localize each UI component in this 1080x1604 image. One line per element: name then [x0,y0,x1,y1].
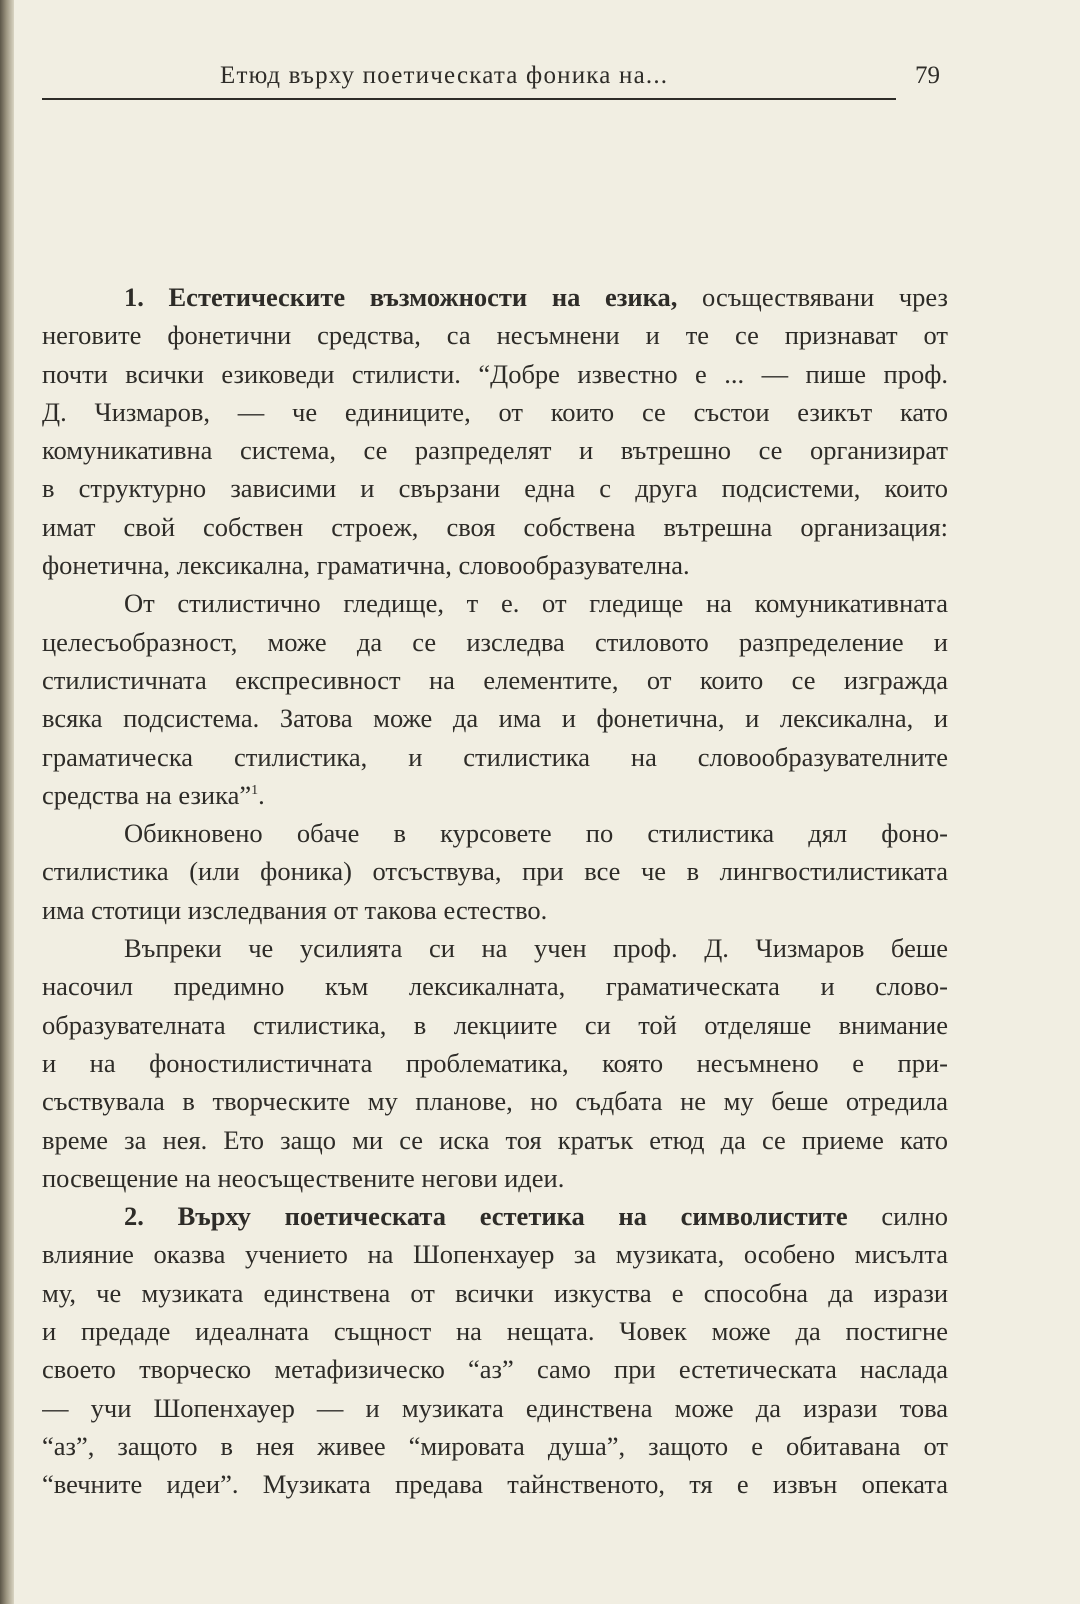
text-line: 2. Върху поетическата естетика на символистите силно [124,1201,948,1232]
text-line: в структурно зависими и свързани една с друга подсистеми, които [42,473,948,504]
footnote-marker: 1 [251,782,259,798]
section-heading: 1. Естетическите възможности на езика, [124,282,678,312]
text-line: и предаде идеалната същност на нещата. Човек може да постигне [42,1316,948,1347]
text-line: Обикновено обаче в курсовете по стилистика дял фоно- [124,818,948,849]
text-line: посвещение на неосъществените негови идеи. [42,1162,565,1193]
text-line: имат свой собствен строеж, своя собствена вътрешна организация: [42,511,948,542]
text-line: стилистика (или фоника) отсъствува, при все че в лингвостилистиката [42,856,948,887]
paragraph [42,584,948,814]
text-line: неговите фонетични средства, са несъмнени и те се признават от [42,320,948,351]
text-line: съствувала в творческите му планове, но съдбата не му беше отредила [42,1086,948,1117]
text-line: “аз”, защото в нея живее “мировата душа”, защото е обитавана от [42,1430,948,1461]
text-line: всяка подсистема. Затова може да има и фонетична, и лексикална, и [42,703,948,734]
text-line: насочил предимно към лексикалната, граматическата и слово- [42,971,948,1002]
text-line: фонетична, лексикална, граматична, словообразувателна. [42,550,690,581]
paragraph [42,1197,948,1503]
text-line: целесъобразност, може да се изследва стиловото разпределение и [42,626,948,657]
text-line: има стотици изследвания от такова естество. [42,894,548,925]
text-line: средства на езика”$^1$. [42,779,265,810]
text-line: почти всички езиковеди стилисти. “Добре известно е ... — пише проф. [42,358,948,389]
text-line: 1. Естетическите възможности на езика, осъществявани чрез [124,282,948,312]
book-spine-shadow [0,0,14,1604]
text-line: От стилистично гледище, т е. от гледище на комуникативната [124,588,948,619]
page-number: 79 [915,62,940,89]
text-line: и на фоностилистичната проблематика, която несъмнено е при- [42,1047,948,1078]
body-text [42,278,948,1504]
paragraph [42,814,948,929]
text-line: “вечните идеи”. Музиката предава тайнственото, тя е извън опеката [42,1469,948,1500]
section-heading: 2. Върху поетическата естетика на символистите [124,1201,848,1232]
text-line: Въпреки че усилията си на учен проф. Д. Чизмаров беше [124,933,948,964]
text-line: стилистичната експресивност на елементите, от които се изгражда [42,664,948,695]
text-line: своето творческо метафизическо “аз” само при естетическата наслада [42,1354,948,1385]
text-line: граматическа стилистика, и стилистика на словообразувателните [42,741,948,772]
running-title: Етюд върху поетическата фоника на... [220,62,669,89]
text-line: време за нея. Ето защо ми се иска тоя кратък етюд да се приеме като [42,1124,948,1155]
text-line: влияние оказва учението на Шопенхауер за музиката, особено мисълта [42,1239,948,1270]
text-line: комуникативна система, се разпределят и вътрешно се организират [42,435,948,466]
text-line: му, че музиката единствена от всички изкуства е способна да изрази [42,1277,948,1308]
paragraph [42,278,948,584]
text-line: Д. Чизмаров, — че единиците, от които се състои езикът като [42,396,948,427]
text-line: — учи Шопенхауер — и музиката единствена може да изрази това [42,1392,948,1423]
text-line: образувателната стилистика, в лекциите си той отделяше внимание [42,1009,948,1040]
page-header [42,62,940,98]
paragraph [42,929,948,1197]
header-rule [42,98,896,100]
